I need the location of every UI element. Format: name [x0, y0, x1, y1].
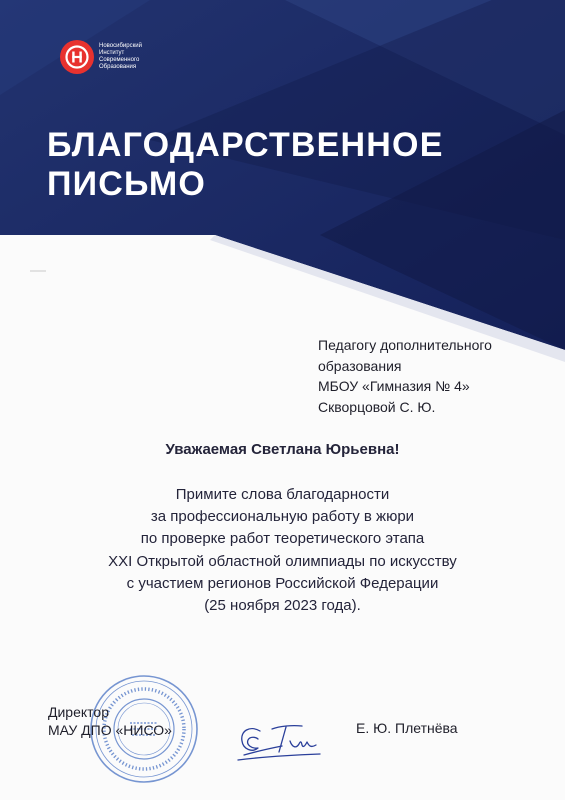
handwritten-signature [232, 715, 327, 767]
document-title [47, 126, 444, 204]
recipient-line: Скворцовой С. Ю. [318, 398, 436, 415]
niso-logo [60, 40, 179, 74]
body-line: (25 ноября 2023 года). [204, 597, 361, 615]
director-organization: МАУ ДПО «НИСО» [48, 722, 172, 738]
logo-text [99, 43, 179, 72]
letter-body [0, 484, 565, 617]
title-line-1: БЛАГОДАРСТВЕННОЕ [47, 126, 444, 164]
logo-text-line: Образования [99, 64, 137, 71]
recipient-line: Педагогу дополнительного [318, 337, 492, 353]
salutation: Уважаемая Светлана Юрьевна! [165, 441, 400, 458]
title-line-2: ПИСЬМО [47, 165, 206, 203]
logo-text-line: Новосибирский [99, 42, 142, 49]
director-title [48, 703, 172, 739]
director-position: Директор [48, 704, 109, 720]
logo-n-icon [64, 44, 90, 70]
body-line: XXI Открытой областной олимпиады по искусству [108, 552, 457, 570]
recipient-block [318, 335, 492, 417]
logo-text-line: Современного [99, 57, 140, 63]
recipient-line: образования [318, 357, 402, 374]
niso-logo-emblem [60, 40, 94, 74]
body-line: Примите слова благодарности [175, 486, 390, 503]
body-line: с участием регионов Российской Федерации [126, 574, 439, 592]
logo-text-line: Институт [99, 49, 125, 56]
body-line: по проверке работ теоретического этапа [140, 530, 425, 548]
signer-name: Е. Ю. Плетнёва [356, 720, 458, 736]
recipient-line: МБОУ «Гимназия № 4» [318, 378, 470, 394]
body-line: за профессиональную работу в жюри [150, 508, 415, 526]
